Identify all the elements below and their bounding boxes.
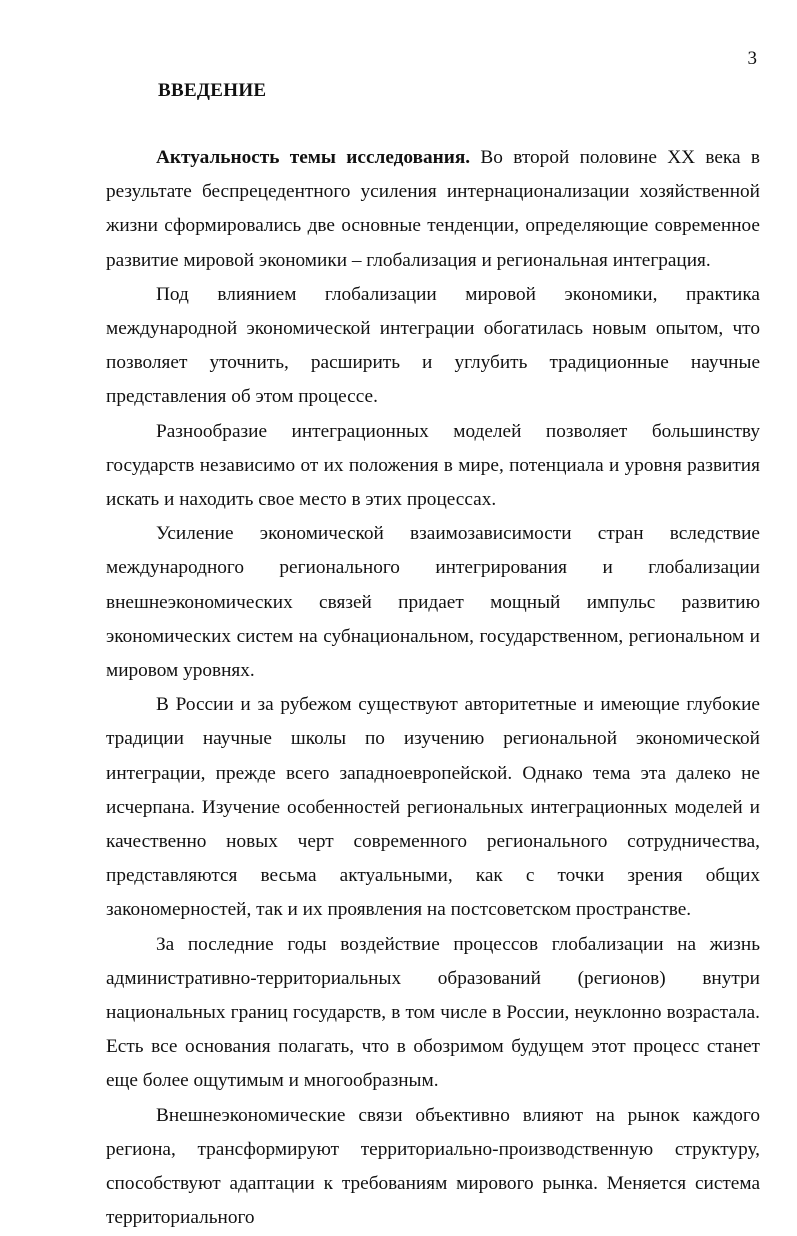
section-heading: ВВЕДЕНИЕ xyxy=(158,80,267,101)
paragraph-4: Усиление экономической взаимозависимости стран вследствие международного регионального интегрирования и глобализации внешнеэкономических связей придает мощный импульс развитию экономических систем на субнациональном, государственном, региональном и мировом уровнях. xyxy=(106,523,760,682)
paragraph-3: Разнообразие интеграционных моделей позволяет большинству государств независимо от их положения в мире, потенциала и уровня развития искать и находить свое место в этих процессах. xyxy=(106,420,760,511)
document-body xyxy=(106,141,760,1236)
paragraph-1 xyxy=(106,141,760,278)
paragraph-lead: Актуальность темы исследования. xyxy=(156,147,471,168)
paragraph-5: В России и за рубежом существуют авторитетные и имеющие глубокие традиции научные школы по изучению региональной экономической интеграции, прежде всего западноевропейской. Однако тема эта далеко не исчерпана. Изучение особенностей региональных интеграционных моделей и качественно новых черт современного регионального сотрудничества, представляются весьма актуальными, как с точки зрения общих закономерностей, так и их проявления на постсоветском пространстве. xyxy=(106,694,760,921)
paragraph-text: Во второй половине XX века в результате беспрецедентного усиления интернационализации хозяйственной жизни сформировались две основные тенденции, определяющие современное развитие мировой экономики – глобализация и региональная интеграция. xyxy=(106,147,760,271)
paragraph-6: За последние годы воздействие процессов глобализации на жизнь административно-территориальных образований (регионов) внутри национальных границ государств, в том числе в России, неуклонно возрастала. Есть все основания полагать, что в обозримом будущем этот процесс станет еще более ощутимым и многообразным. xyxy=(106,933,760,1092)
paragraph-7: Внешнеэкономические связи объективно влияют на рынок каждого региона, трансформируют территориально-производственную структуру, способствуют адаптации к требованиям мирового рынка. Меняется система территориального xyxy=(106,1104,760,1229)
page-number: 3 xyxy=(747,48,757,69)
paragraph-2: Под влиянием глобализации мировой экономики, практика международной экономической интеграции обогатилась новым опытом, что позволяет уточнить, расширить и углубить традиционные научные представления об этом процессе. xyxy=(106,283,760,408)
